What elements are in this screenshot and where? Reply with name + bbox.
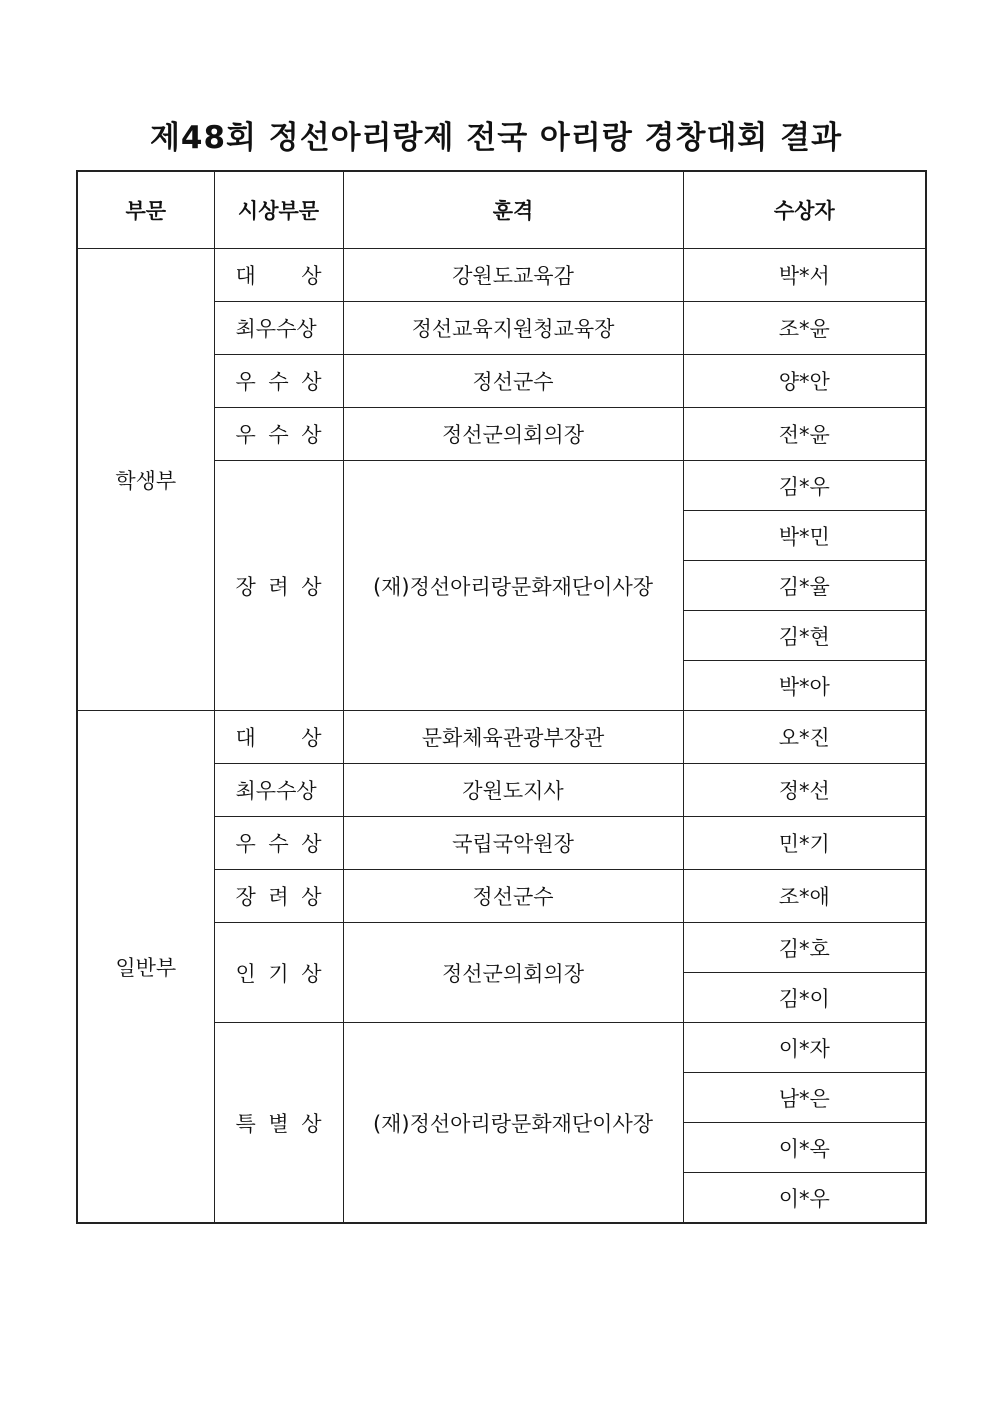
award-category-text: 특 별 상 <box>235 1111 322 1136</box>
award-category-text: 우 수 상 <box>235 423 322 447</box>
winner-cell: 김*이 <box>683 973 926 1023</box>
award-category-text: 대 상 <box>235 264 322 288</box>
award-category-text: 우 수 상 <box>235 370 322 394</box>
award-category-cell <box>214 1023 343 1224</box>
winner-cell: 정*선 <box>683 764 926 817</box>
honor-cell: 강원도교육감 <box>343 249 683 302</box>
header-division: 부문 <box>77 171 214 249</box>
award-category-cell <box>214 711 343 764</box>
header-award-category: 시상부문 <box>214 171 343 249</box>
award-category-text: 우 수 상 <box>235 832 322 856</box>
award-category-cell <box>214 408 343 461</box>
honor-cell: 정선교육지원청교육장 <box>343 302 683 355</box>
winner-cell: 양*안 <box>683 355 926 408</box>
award-category-text: 인 기 상 <box>235 961 322 986</box>
winner-cell: 김*우 <box>683 461 926 511</box>
award-category-cell <box>214 249 343 302</box>
winner-cell: 박*서 <box>683 249 926 302</box>
winner-cell: 오*진 <box>683 711 926 764</box>
winner-cell: 박*아 <box>683 661 926 711</box>
award-category-text: 대 상 <box>235 726 322 750</box>
winner-cell: 전*윤 <box>683 408 926 461</box>
honor-cell: 정선군의회의장 <box>343 408 683 461</box>
award-category-text: 최우수상 <box>235 779 317 803</box>
winner-cell: 박*민 <box>683 511 926 561</box>
honor-cell: (재)정선아리랑문화재단이사장 <box>343 461 683 711</box>
award-category-cell <box>214 817 343 870</box>
honor-cell: 정선군의회의장 <box>343 923 683 1023</box>
table-row <box>77 249 926 302</box>
winner-cell: 조*애 <box>683 870 926 923</box>
award-category-cell <box>214 461 343 711</box>
winner-cell: 이*우 <box>683 1173 926 1224</box>
winner-cell: 김*현 <box>683 611 926 661</box>
award-category-text: 장 려 상 <box>235 885 322 909</box>
table-row <box>77 711 926 764</box>
honor-cell: 국립국악원장 <box>343 817 683 870</box>
winner-cell: 민*기 <box>683 817 926 870</box>
honor-cell: 정선군수 <box>343 870 683 923</box>
winner-cell: 이*자 <box>683 1023 926 1073</box>
header-winner: 수상자 <box>683 171 926 249</box>
honor-cell: 정선군수 <box>343 355 683 408</box>
header-row <box>77 171 926 249</box>
division-general: 일반부 <box>77 711 214 1224</box>
award-category-cell <box>214 302 343 355</box>
honor-cell: 강원도지사 <box>343 764 683 817</box>
award-category-text: 장 려 상 <box>235 574 322 599</box>
award-category-text: 최우수상 <box>235 317 317 341</box>
division-student: 학생부 <box>77 249 214 711</box>
winner-cell: 이*옥 <box>683 1123 926 1173</box>
winner-cell: 김*율 <box>683 561 926 611</box>
winner-cell: 조*윤 <box>683 302 926 355</box>
results-table <box>76 170 927 1224</box>
header-honor: 훈격 <box>343 171 683 249</box>
honor-cell: 문화체육관광부장관 <box>343 711 683 764</box>
award-category-cell <box>214 764 343 817</box>
page-title: 제48회 정선아리랑제 전국 아리랑 경창대회 결과 <box>149 120 843 156</box>
award-category-cell <box>214 355 343 408</box>
winner-cell: 남*은 <box>683 1073 926 1123</box>
winner-cell: 김*호 <box>683 923 926 973</box>
honor-cell: (재)정선아리랑문화재단이사장 <box>343 1023 683 1224</box>
award-category-cell <box>214 870 343 923</box>
award-category-cell <box>214 923 343 1023</box>
